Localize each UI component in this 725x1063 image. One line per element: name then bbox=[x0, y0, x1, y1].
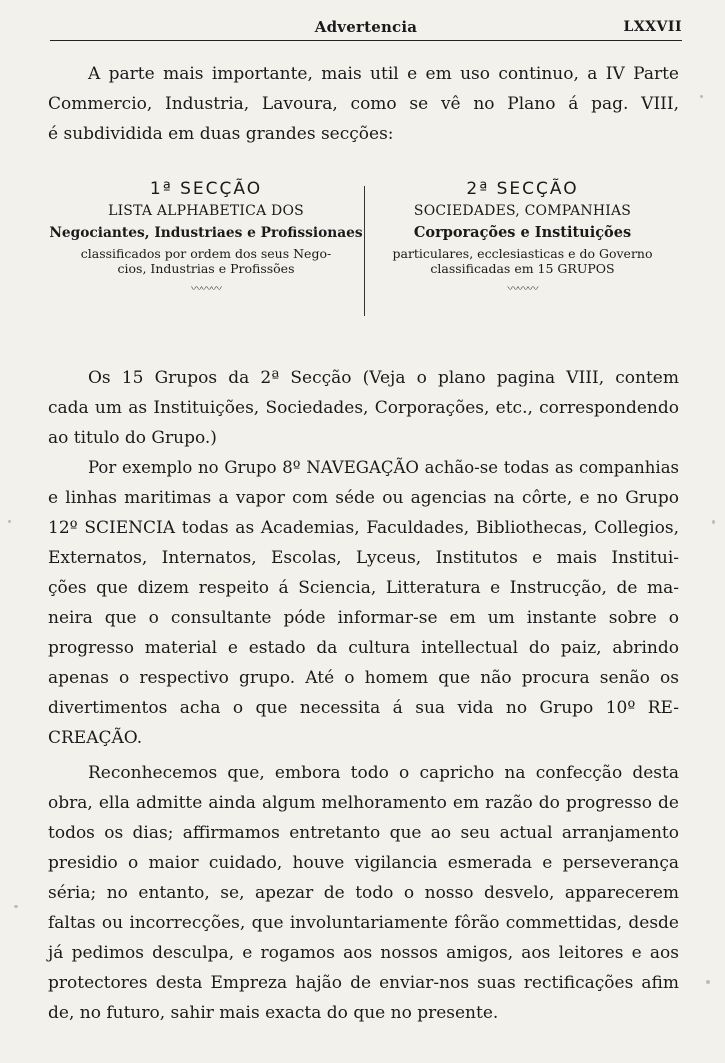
page-header bbox=[50, 16, 682, 40]
example-line-5: ções que dizem respeito á Sciencia, Litteratura e Instrucção, de ma- bbox=[48, 578, 679, 598]
closing-line-2: obra, ella admitte ainda algum melhoramento em razão do progresso de bbox=[48, 793, 679, 813]
paper-speck bbox=[700, 95, 703, 98]
paper-speck bbox=[14, 905, 18, 908]
first-section-ornament: 〰〰〰 bbox=[191, 282, 221, 295]
closing-paragraph bbox=[48, 758, 679, 1028]
closing-line-6: faltas ou incorrecções, que involuntariamente fôrão commettidas, desde bbox=[48, 913, 679, 933]
closing-line-9: de, no futuro, sahir mais exacta do que no presente. bbox=[48, 1003, 499, 1023]
intro-line-3: é subdividida em duas grandes secções: bbox=[48, 124, 394, 144]
example-line-8: apenas o respectivo grupo. Até o homem que não procura senão os bbox=[48, 668, 679, 688]
closing-line-3: todos os dias; affirmamos entretanto que ao seu actual arranjamento bbox=[48, 823, 679, 843]
closing-line-5: séria; no entanto, se, apezar de todo o nosso desvelo, apparecerem bbox=[48, 883, 679, 903]
intro-paragraph bbox=[48, 59, 679, 149]
closing-line-8: protectores desta Empreza hajão de enviar-nos suas rectificações afim bbox=[48, 973, 679, 993]
intro-line-1 bbox=[48, 59, 679, 89]
first-section-desc-1: classificados por ordem dos seus Nego- bbox=[80, 246, 332, 261]
first-section-subtitle: LISTA ALPHABETICA DOS bbox=[108, 203, 304, 219]
first-section-desc-2: cios, Industrias e Profissões bbox=[117, 261, 295, 276]
header-rule bbox=[50, 40, 682, 41]
second-section-heading: Corporações e Instituições bbox=[413, 224, 632, 241]
example-line-2: e linhas maritimas a vapor com séde ou agencias na côrte, e no Grupo bbox=[48, 488, 679, 508]
second-section-title: 2ª SECÇÃO bbox=[466, 179, 579, 199]
groups-line-2: cada um as Instituições, Sociedades, Corporações, etc., correspondendo bbox=[48, 398, 679, 418]
groups-line-1 bbox=[48, 363, 679, 393]
example-paragraph bbox=[48, 453, 679, 753]
groups-line-1-text: Os 15 Grupos da 2ª Secção (Veja o plano pagina VIII, contem bbox=[88, 368, 679, 388]
sections-table bbox=[48, 172, 679, 322]
second-section-desc-1: particulares, ecclesiasticas e do Governo bbox=[392, 246, 653, 261]
closing-line-1 bbox=[48, 758, 679, 788]
first-section bbox=[48, 172, 364, 296]
closing-line-4: presidio o maior cuidado, houve vigilancia esmerada e perseverança bbox=[48, 853, 679, 873]
header-page-number: LXXVII bbox=[623, 19, 682, 35]
example-line-1-text: Por exemplo no Grupo 8º NAVEGAÇÃO achão-se todas as companhias bbox=[88, 458, 679, 477]
first-section-heading: Negociantes, Industriaes e Profissionaes bbox=[49, 225, 363, 241]
closing-line-1-text: Reconhecemos que, embora todo o capricho na confecção desta bbox=[88, 763, 679, 783]
paper-speck bbox=[8, 520, 11, 523]
example-line-10: CREAÇÃO. bbox=[48, 728, 143, 748]
groups-paragraph bbox=[48, 363, 679, 453]
paper-speck bbox=[712, 520, 715, 524]
second-section bbox=[366, 172, 679, 296]
example-line-4: Externatos, Internatos, Escolas, Lyceus, Institutos e mais Institui- bbox=[48, 548, 679, 568]
groups-line-3: ao titulo do Grupo.) bbox=[48, 428, 217, 448]
example-line-6: neira que o consultante póde informar-se em um instante sobre o bbox=[48, 608, 679, 628]
second-section-subtitle: SOCIEDADES, COMPANHIAS bbox=[413, 203, 632, 219]
second-section-ornament: 〰〰〰 bbox=[507, 282, 538, 295]
example-line-7: progresso material e estado da cultura intellectual do paiz, abrindo bbox=[48, 638, 679, 658]
intro-line-1-text: A parte mais importante, mais util e em uso continuo, a IV Parte bbox=[88, 64, 679, 84]
intro-line-2: Commercio, Industria, Lavoura, como se vê no Plano á pag. VIII, bbox=[48, 94, 679, 114]
closing-line-7: já pedimos desculpa, e rogamos aos nossos amigos, aos leitores e aos bbox=[48, 943, 679, 963]
paper-speck bbox=[706, 980, 710, 984]
example-line-3: 12º SCIENCIA todas as Academias, Faculdades, Bibliothecas, Collegios, bbox=[48, 518, 679, 538]
header-title: Advertencia bbox=[314, 18, 418, 36]
example-line-1 bbox=[48, 453, 679, 483]
first-section-title: 1ª SECÇÃO bbox=[149, 179, 263, 199]
example-line-9: divertimentos acha o que necessita á sua vida no Grupo 10º RE- bbox=[48, 698, 679, 718]
second-section-desc-2: classificadas em 15 GRUPOS bbox=[430, 261, 615, 276]
